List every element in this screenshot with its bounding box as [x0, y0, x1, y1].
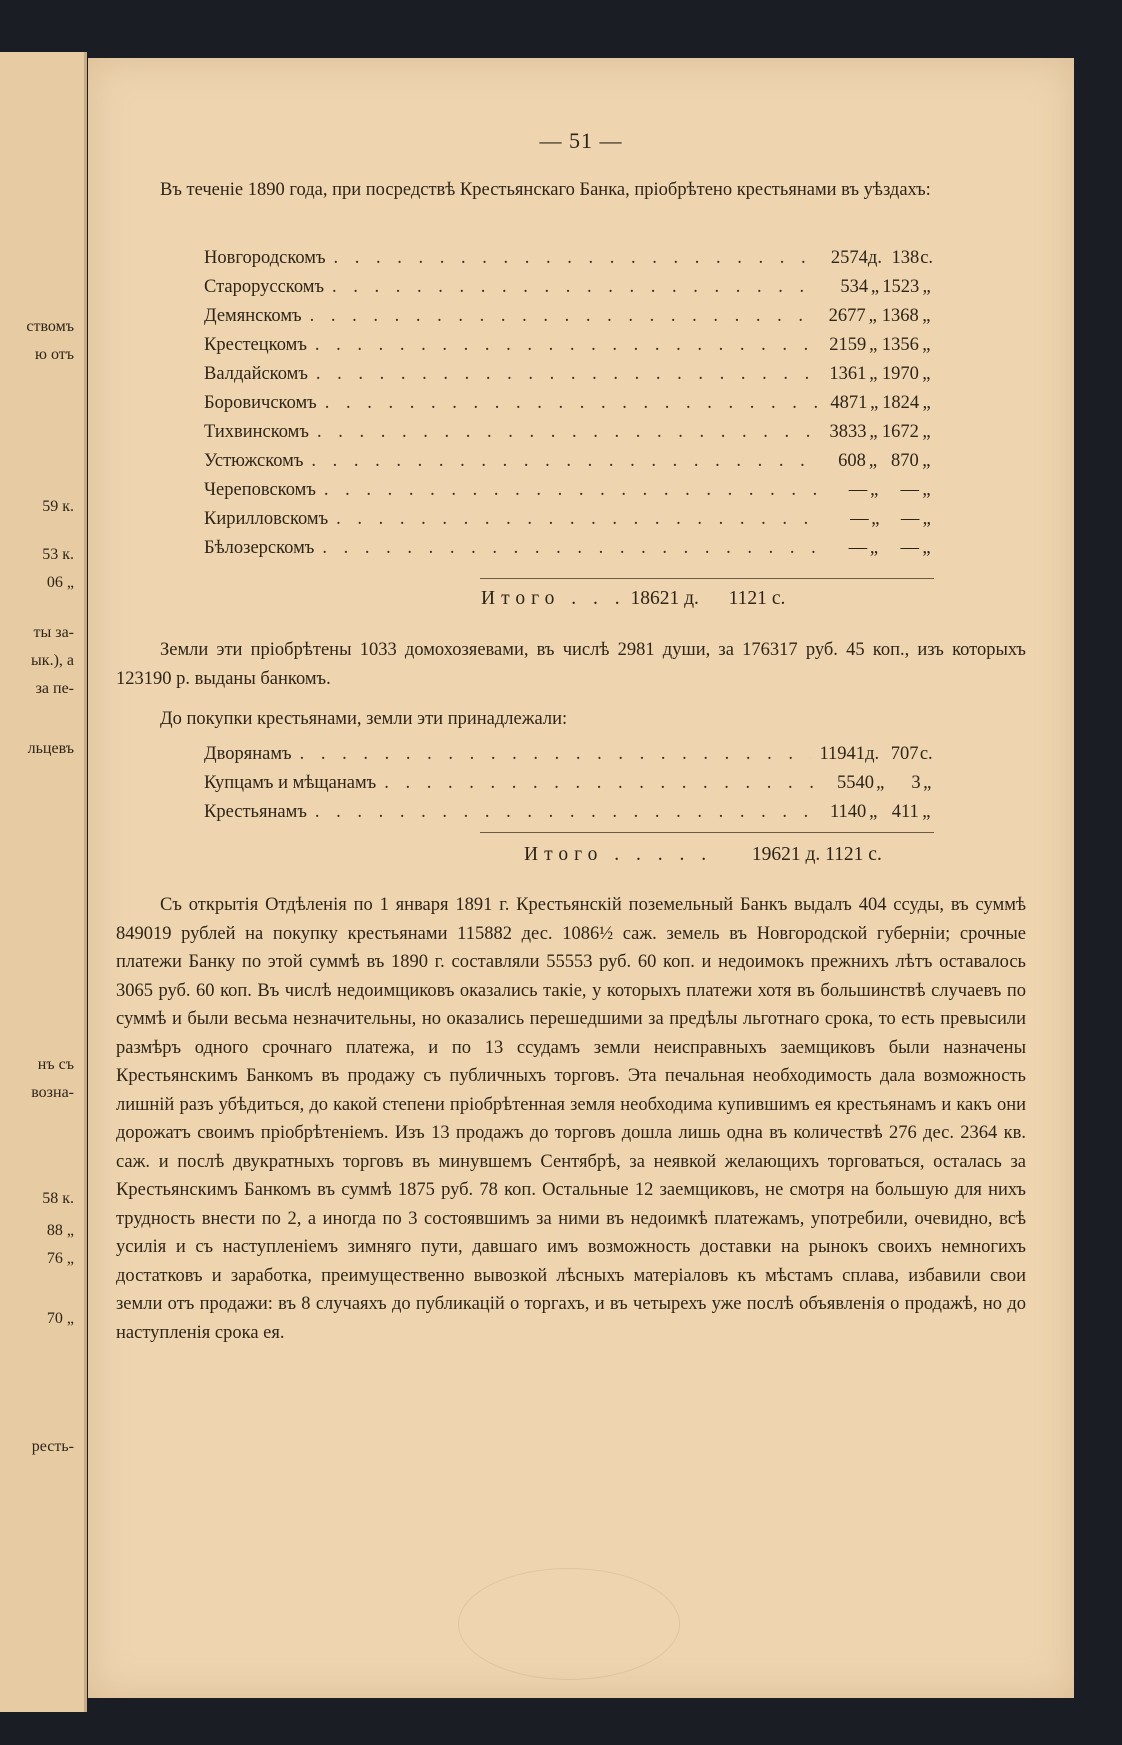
sazhen-value: 870 [890, 451, 919, 471]
total-value: 19621 д. 1121 с. [751, 844, 882, 865]
sazhen-unit: „ [922, 802, 931, 822]
sazhen-value: 3 [911, 773, 921, 793]
left-page-edge [0, 52, 87, 1712]
left-page-fragment: 76 „ [46, 1250, 74, 1267]
sazhen-unit: „ [922, 509, 931, 529]
desyatin-value: 1140 [829, 802, 867, 822]
leader-dots [315, 335, 818, 356]
leader-dots [336, 509, 821, 530]
leader-dots [311, 451, 816, 472]
desyatin-value: 534 [840, 277, 869, 297]
owner-name: Дворянамъ [204, 744, 292, 764]
sazhen-value: 1356 [881, 335, 919, 355]
sazhen-value: — [900, 509, 920, 529]
district-name: Новгородскомъ [204, 248, 326, 268]
desyatin-value: 4871 [830, 393, 868, 413]
total-sazhen: 1121 [728, 588, 767, 609]
sazhen-unit: „ [923, 773, 932, 793]
buyers-paragraph: Земли эти пріобрѣтены 1033 домохозяевами, въ числѣ 2981 души, за 176317 руб. 45 коп., изъ которыхъ 123190 р. выданы банкомъ. [116, 640, 1026, 689]
sazhen-unit: „ [922, 306, 931, 326]
table-row [204, 509, 934, 538]
desyatin-value: 2159 [829, 335, 867, 355]
leader-dots [322, 538, 818, 559]
table-row [204, 773, 934, 802]
desyatin-unit: „ [876, 773, 885, 793]
main-paragraph: Съ открытія Отдѣленія по 1 января 1891 г. Крестьянскій поземельный Банкъ выдалъ 404 ссуды, въ суммѣ 849019 рублей на покупку крестьянами 115882 дес. 1086½ саж. земель въ Новгородской губерніи; срочные платежи Банку по этой суммѣ въ 1890 г. составляли 55553 руб. 60 коп. и недоимокъ прежнихъ лѣтъ оставалось 3065 руб. 60 коп. Въ числѣ недоимщиковъ оказались такіе, у которыхъ платежи хотя въ большинствѣ случаевъ по суммѣ и были весьма незначительны, но оказались перешедшими за предѣлы льготнаго срока, то есть превысили размѣръ одного срочнаго платежа, и по 13 ссудамъ земли неисправныхъ заемщиковъ были назначены Крестьянскимъ Банкомъ въ продажу съ публичныхъ торговъ. Эта печальная необходимость дала возможность лишній разъ убѣдиться, до какой степени пріобрѣтенная земля необходима купившимъ ея крестьянамъ и какъ они дорожатъ своимъ пріобрѣтеніемъ. Изъ 13 продажъ до торговъ дошла лишь одна въ количествѣ 276 дес. 2364 кв. саж. и послѣ двукратныхъ торговъ въ минувшемъ Сентябрѣ, за неявкой желающихъ торговаться, осталась за Крестьянскимъ Банкомъ въ суммѣ 1875 руб. 78 коп. Остальные 12 заемщиковъ, не смотря на большую для нихъ трудность внести по 2, а иногда по 3 состоявшимъ за ними въ недоимкѣ платежамъ, употребили, очевидно, всѣ усилія и съ наступленіемъ зимняго пути, давшаго имъ возможность доставки на рынокъ своихъ немногихъ достатковъ и заработка, преимущественно вывозкой лѣсныхъ матеріаловъ къ мѣстамъ сплава, избавили свои земли отъ продажи: въ 8 случаяхъ до публикацій о торгахъ, и въ четырехъ уже послѣ объявленія о продажѣ, но до наступленія срока ея. [116, 895, 1026, 1343]
left-page-fragment: 53 к. [42, 546, 74, 563]
desyatin-value: — [848, 538, 868, 558]
left-page-fragment: ствомъ [26, 318, 74, 335]
table-row [204, 422, 934, 451]
sazhen-value: — [900, 480, 920, 500]
leader-dots [310, 306, 817, 327]
paper-stain [458, 1568, 680, 1680]
page-number: — 51 — [539, 128, 623, 153]
left-page-fragment: 70 „ [46, 1310, 74, 1327]
leader-dots [300, 744, 812, 765]
sazhen-unit: „ [922, 277, 931, 297]
district-name: Тихвинскомъ [204, 422, 309, 442]
desyatin-unit: „ [870, 277, 880, 297]
table-row [204, 451, 934, 480]
desyatin-unit: д. [867, 248, 882, 268]
desyatin-unit: „ [868, 451, 878, 471]
owner-name: Крестьянамъ [204, 802, 307, 822]
total-desyatin: 18621 [630, 588, 680, 609]
sazhen-unit: „ [922, 393, 931, 413]
sazhen-unit: „ [922, 538, 931, 558]
total-label: Итого . . . . . [524, 844, 713, 865]
left-page-fragment: ресть- [31, 1438, 74, 1455]
total-sazhen-unit: с. [771, 588, 786, 609]
district-name: Старорусскомъ [204, 277, 325, 297]
leader-dots [384, 773, 829, 794]
desyatin-unit: „ [868, 306, 877, 326]
left-page-fragment: 88 „ [46, 1222, 74, 1239]
district-name: Боровичскомъ [204, 393, 317, 413]
total-label: Итого . . . [481, 588, 626, 609]
left-page-fragment: льцевъ [27, 740, 74, 757]
left-page-fragment: за пе- [35, 680, 74, 697]
desyatin-value: 5540 [837, 773, 875, 793]
owner-name: Купцамъ и мѣщанамъ [204, 773, 377, 793]
desyatin-unit: „ [869, 802, 878, 822]
left-page-fragment: ык.), а [31, 652, 74, 669]
district-name: Демянскомъ [204, 306, 302, 326]
desyatin-value: — [850, 509, 869, 529]
left-page-fragment: 58 к. [42, 1190, 74, 1207]
left-page-fragment: ю отъ [34, 346, 74, 363]
left-page-fragment: 59 к. [42, 498, 74, 515]
table-row [204, 335, 934, 364]
desyatin-unit: „ [869, 538, 879, 558]
desyatin-value: 2677 [828, 306, 866, 326]
sazhen-value: 1523 [882, 277, 920, 297]
left-page-fragment: ты за- [33, 624, 74, 641]
sazhen-unit: „ [922, 480, 931, 500]
table-row [204, 393, 934, 422]
table-row [204, 744, 934, 773]
leader-dots [317, 422, 818, 443]
total-rule [480, 832, 934, 833]
table-row [204, 802, 934, 831]
sazhen-unit: „ [922, 422, 931, 442]
leader-dots [334, 248, 821, 269]
owners-intro: До покупки крестьянами, земли эти принадлежали: [160, 709, 568, 729]
total-rule [480, 578, 934, 579]
desyatin-unit: „ [871, 509, 880, 529]
desyatin-unit: „ [870, 393, 879, 413]
table-row [204, 306, 934, 335]
leader-dots [332, 277, 820, 298]
desyatin-value: 11941 [819, 744, 866, 764]
owners-table [204, 744, 934, 831]
sazhen-unit: с. [920, 248, 934, 268]
owners-total [524, 844, 882, 866]
district-name: Крестецкомъ [204, 335, 307, 355]
table-row [204, 364, 934, 393]
left-page-fragment: нъ съ [37, 1056, 74, 1073]
sazhen-value: 138 [891, 248, 920, 268]
district-name: Бѣлозерскомъ [204, 538, 315, 558]
districts-total [481, 588, 785, 610]
table-row [204, 277, 934, 306]
table-row [204, 248, 934, 277]
sazhen-unit: с. [919, 744, 933, 764]
sazhen-value: 1824 [882, 393, 920, 413]
district-name: Череповскомъ [204, 480, 316, 500]
sazhen-value: — [900, 538, 919, 558]
desyatin-value: 3833 [829, 422, 867, 442]
desyatin-unit: „ [869, 422, 878, 442]
sazhen-unit: „ [922, 364, 931, 384]
left-page-fragment: 06 „ [46, 574, 74, 591]
desyatin-unit: „ [869, 335, 878, 355]
desyatin-unit: д. [865, 744, 880, 764]
sazhen-unit: „ [922, 451, 931, 471]
sazhen-value: 1672 [881, 422, 919, 442]
district-name: Кирилловскомъ [204, 509, 329, 529]
left-page-fragment: возна- [31, 1084, 74, 1101]
sazhen-value: 1970 [881, 364, 919, 384]
districts-table [204, 248, 934, 567]
desyatin-value: 608 [838, 451, 866, 471]
document-page [88, 58, 1074, 1698]
leader-dots [316, 364, 818, 385]
desyatin-unit: „ [869, 364, 878, 384]
desyatin-value: 1361 [829, 364, 867, 384]
district-name: Валдайскомъ [204, 364, 308, 384]
sazhen-value: 707 [890, 744, 919, 764]
leader-dots [315, 802, 818, 823]
desyatin-unit: „ [870, 480, 879, 500]
total-desyatin-unit: д. [684, 588, 699, 609]
desyatin-value: — [848, 480, 868, 500]
sazhen-value: 411 [891, 802, 919, 822]
sazhen-unit: „ [922, 335, 931, 355]
table-row [204, 480, 934, 509]
table-row [204, 538, 934, 567]
intro-paragraph: Въ теченіе 1890 года, при посредствѣ Крестьянскаго Банка, пріобрѣтено крестьянами въ уѣздахъ: [160, 180, 931, 200]
leader-dots [324, 480, 819, 501]
desyatin-value: 2574 [830, 248, 868, 268]
leader-dots [325, 393, 819, 414]
district-name: Устюжскомъ [204, 451, 304, 471]
sazhen-value: 1368 [881, 306, 919, 326]
